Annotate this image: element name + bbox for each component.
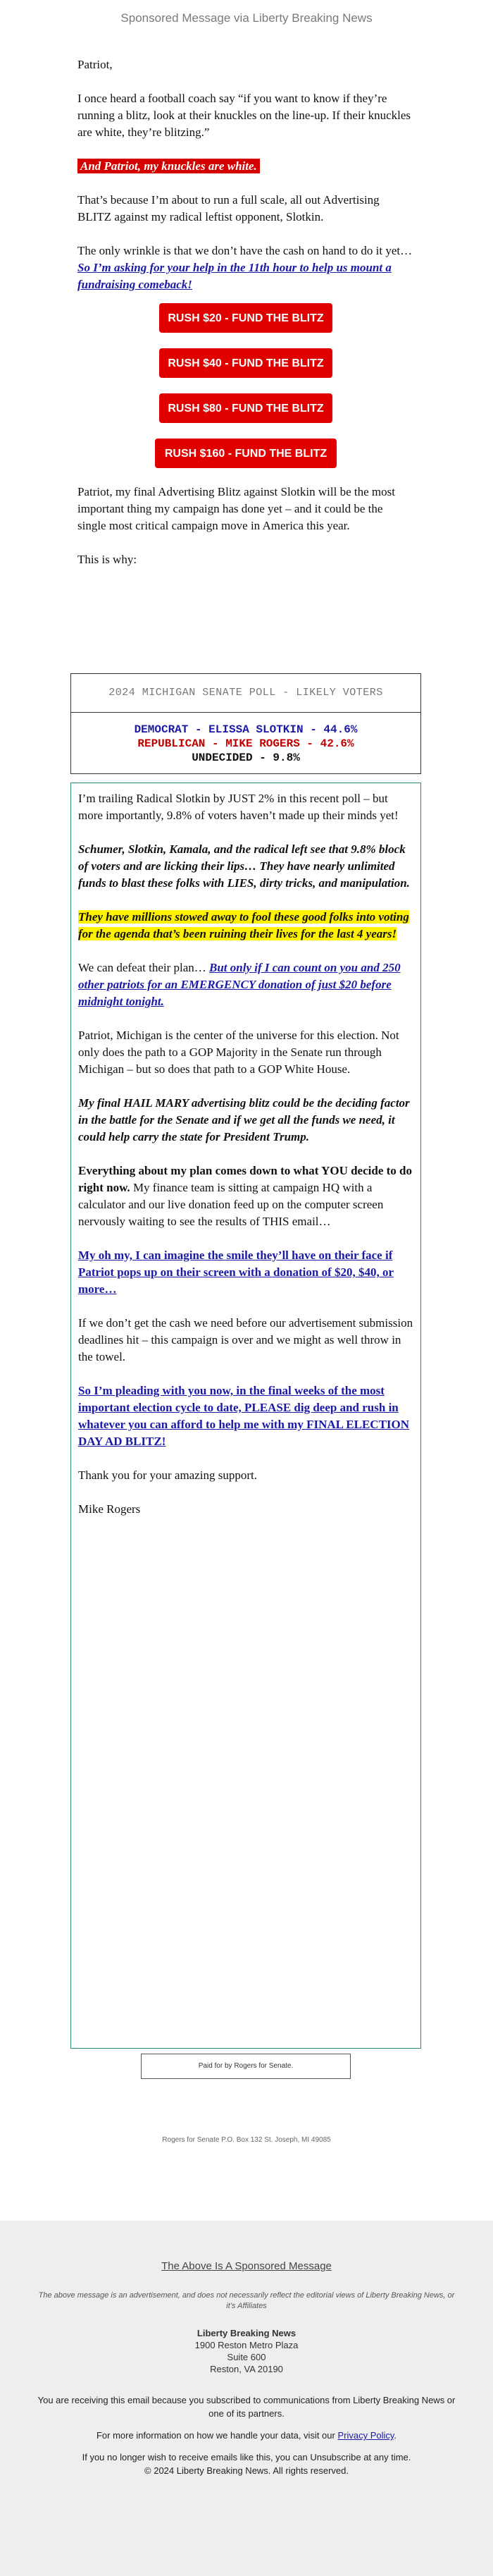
yellow-highlight-text: They have millions stowed away to fool these good folks into voting for the agenda that’s been ruining their lives for the last 4 years! xyxy=(78,910,409,940)
poll-line-republican: REPUBLICAN - MIKE ROGERS - 42.6% xyxy=(137,737,354,750)
wrinkle-text: The only wrinkle is that we don’t have the cash on hand to do it yet… xyxy=(77,244,413,257)
story-hail-mary: My final HAIL MARY advertising blitz could be the deciding factor in the battle for the Senate and if we get all the funds we need, it could help carry the state for President Trump. xyxy=(78,1096,410,1143)
poll-line-undecided: UNDECIDED - 9.8% xyxy=(192,752,300,764)
privacy-notice xyxy=(32,2429,461,2442)
signature: Mike Rogers xyxy=(78,1502,141,1516)
rush-40-button[interactable]: RUSH $40 - FUND THE BLITZ xyxy=(159,348,332,378)
story-plan xyxy=(78,1163,413,1230)
paragraph-blitz: That’s because I’m about to run a full scale, all out Advertising BLITZ against my radical leftist opponent, Slotkin. xyxy=(77,193,380,223)
story-michigan: Patriot, Michigan is the center of the universe for this election. Not only does the path to a GOP Majority in the Senate run through Michigan – but so does that path to a GOP White House. xyxy=(78,1029,399,1076)
story-thanks: Thank you for your amazing support. xyxy=(78,1468,257,1482)
story-schumer: Schumer, Slotkin, Kamala, and the radical left see that 9.8% block of voters and are licking their lips… They have nearly unlimited funds to blast these folks with LIES, dirty tricks, and manipulation. xyxy=(78,842,410,890)
subscribed-notice: You are receiving this email because you subscribed to communications from Liberty Breaking News or one of its partners. xyxy=(37,2395,456,2419)
copyright: © 2024 Liberty Breaking News. All rights reserved. xyxy=(144,2465,349,2476)
footer-org xyxy=(0,2327,493,2375)
smile-donation-link[interactable]: My oh my, I can imagine the smile they’ll have on their face if Patriot pops up on their screen with a donation of $20, $40, or more… xyxy=(78,1249,394,1296)
plan-rest-text: My finance team is sitting at campaign HQ with a calculator and our live donation feed up on the computer screen nervously waiting to see the results of THIS email… xyxy=(78,1181,384,1228)
privacy-policy-link[interactable]: Privacy Policy xyxy=(337,2430,394,2441)
plan-bold-text: Everything about my plan comes down to what YOU decide to do right now. xyxy=(78,1164,412,1194)
red-highlight-text: And Patriot, my knuckles are white. xyxy=(77,159,260,173)
poll-line-democrat: DEMOCRAT - ELISSA SLOTKIN - 44.6% xyxy=(134,723,358,736)
email-intro xyxy=(77,56,414,585)
greeting: Patriot, xyxy=(77,58,113,71)
emergency-donation-link[interactable]: But only if I can count on you and 250 other patriots for an EMERGENCY donation of just $20 before midnight tonight. xyxy=(78,961,401,1008)
story-millions xyxy=(78,909,413,943)
sponsor-header: Sponsored Message via Liberty Breaking News xyxy=(120,11,373,25)
rush-80-button[interactable]: RUSH $80 - FUND THE BLITZ xyxy=(159,393,332,423)
defeat-text: We can defeat their plan… xyxy=(78,961,210,974)
unsubscribe-notice: If you no longer wish to receive emails like this, you can Unsubscribe at any time. xyxy=(82,2452,411,2462)
footer-disclaimer: The above message is an advertisement, and does not necessarily reflect the editorial views of Liberty Breaking News, or it’s Affiliates xyxy=(38,2291,455,2310)
org-name: Liberty Breaking News xyxy=(196,2328,297,2338)
story-defeat xyxy=(78,959,413,1010)
rush-160-button[interactable]: RUSH $160 - FUND THE BLITZ xyxy=(155,438,337,468)
paragraph-coach-quote: I once heard a football coach say “if you want to know if they’re running a blitz, look at their knuckles on the line-up. If their knuckles are white, they’re blitzing.” xyxy=(77,92,411,139)
paragraph-final-blitz: Patriot, my final Advertising Blitz against Slotkin will be the most important thing my campaign has done yet – and it could be the single most critical campaign move in America this year. xyxy=(77,485,395,532)
poll-title: 2024 MICHIGAN SENATE POLL - LIKELY VOTERS xyxy=(71,674,420,713)
privacy-suffix: . xyxy=(394,2430,397,2441)
poll-results xyxy=(71,713,420,773)
story-pleading xyxy=(78,1382,413,1450)
ad-blitz-link[interactable]: So I’m pleading with you now, in the final weeks of the most important election cycle to date, PLEASE dig deep and rush in whatever you can afford to help me with my FINAL ELECTION DAY AD BLITZ! xyxy=(78,1384,410,1448)
org-address-1: 1900 Reston Metro Plaza xyxy=(194,2340,299,2350)
paragraph-wrinkle xyxy=(77,243,414,293)
story-box xyxy=(70,783,421,2049)
poll-box xyxy=(70,673,421,774)
rush-20-button[interactable]: RUSH $20 - FUND THE BLITZ xyxy=(159,303,332,333)
paragraph-this-is-why: This is why: xyxy=(77,553,137,566)
org-address-2: Suite 600 xyxy=(227,2352,266,2362)
story-deadline: If we don’t get the cash we need before our advertisement submission deadlines hit – this campaign is over and we might as well throw in the towel. xyxy=(78,1316,413,1363)
privacy-prefix: For more information on how we handle your data, visit our xyxy=(96,2430,338,2441)
campaign-address: Rogers for Senate P.O. Box 132 St. Joseph, MI 49085 xyxy=(162,2136,331,2144)
story-smile xyxy=(78,1247,413,1298)
org-address-3: Reston, VA 20190 xyxy=(210,2364,283,2374)
comeback-link[interactable]: So I’m asking for your help in the 11th hour to help us mount a fundraising comeback! xyxy=(77,261,392,291)
footer xyxy=(0,2221,493,2576)
paid-for-box: Paid for by Rogers for Senate. xyxy=(141,2054,351,2079)
story-trailing: I’m trailing Radical Slotkin by JUST 2% in this recent poll – but more importantly, 9.8% of voters haven’t made up their minds yet! xyxy=(78,792,399,822)
paragraph-white-knuckles xyxy=(77,158,414,175)
footer-title: The Above Is A Sponsored Message xyxy=(161,2260,332,2272)
